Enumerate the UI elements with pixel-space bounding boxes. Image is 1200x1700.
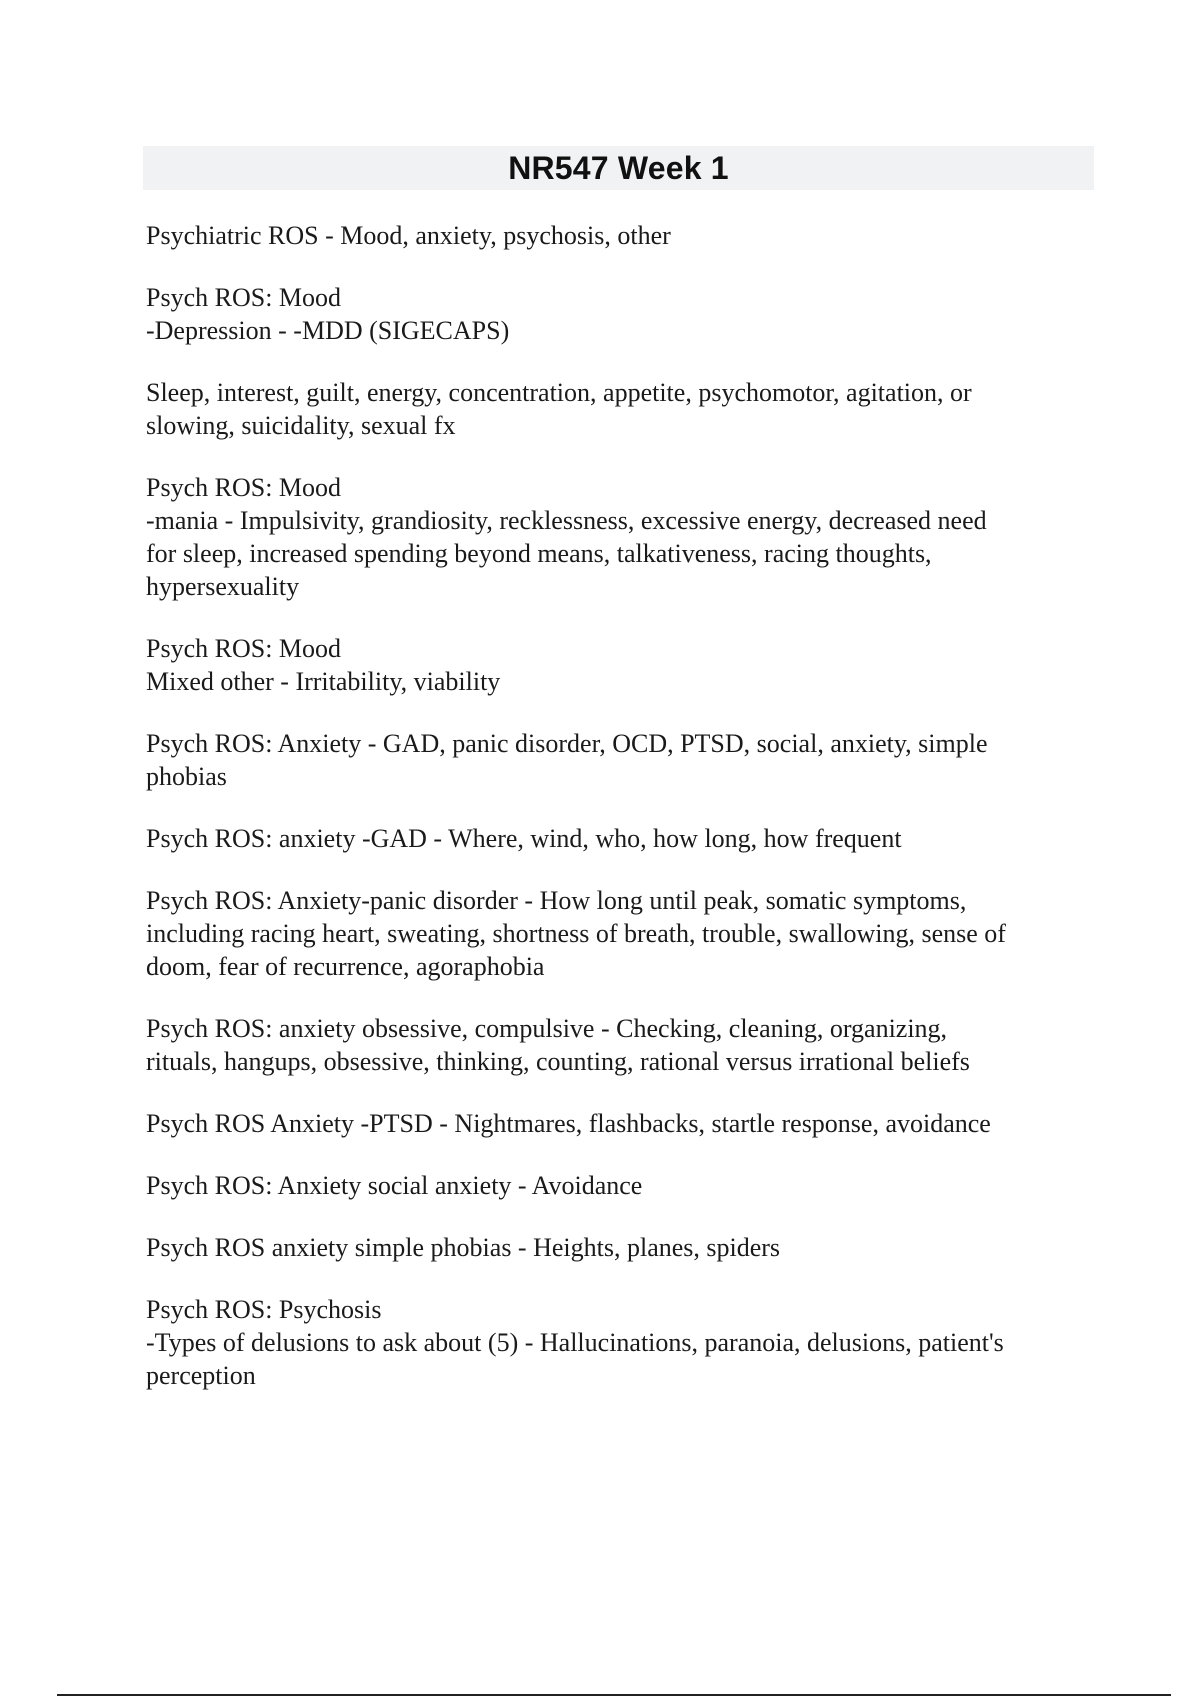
text-line: Psych ROS: Psychosis xyxy=(146,1295,382,1324)
text-line: phobias xyxy=(146,762,227,791)
text-line: Psychiatric ROS - Mood, anxiety, psychosis, other xyxy=(146,221,671,250)
text-line: Mixed other - Irritability, viability xyxy=(146,667,501,696)
paragraph-anxiety-ptsd xyxy=(146,1107,1096,1140)
text-line: Psych ROS: Mood xyxy=(146,634,342,663)
document-title: NR547 Week 1 xyxy=(508,149,729,186)
title-bar xyxy=(143,146,1094,190)
text-line: doom, fear of recurrence, agoraphobia xyxy=(146,952,545,981)
paragraph-anxiety-panic xyxy=(146,884,1096,983)
paragraph-mood-depression xyxy=(146,281,1096,347)
paragraph-anxiety-social xyxy=(146,1169,1096,1202)
text-line: rituals, hangups, obsessive, thinking, counting, rational versus irrational beliefs xyxy=(146,1047,970,1076)
text-line: Psych ROS: anxiety -GAD - Where, wind, who, how long, how frequent xyxy=(146,824,902,853)
document-body xyxy=(146,219,1096,1392)
text-line: -Depression - -MDD (SIGECAPS) xyxy=(146,316,510,345)
text-line: slowing, suicidality, sexual fx xyxy=(146,411,456,440)
text-line: hypersexuality xyxy=(146,572,300,601)
paragraph-anxiety-phobias xyxy=(146,1231,1096,1264)
paragraph-psychiatric-ros xyxy=(146,219,1096,252)
text-line: Psych ROS: Mood xyxy=(146,283,342,312)
footer-divider xyxy=(57,1694,1171,1696)
text-line: Psych ROS: Anxiety social anxiety - Avoidance xyxy=(146,1171,643,1200)
text-line: Psych ROS: anxiety obsessive, compulsive - Checking, cleaning, organizing, xyxy=(146,1014,948,1043)
paragraph-anxiety-ocd xyxy=(146,1012,1096,1078)
text-line: perception xyxy=(146,1361,256,1390)
paragraph-sigecaps xyxy=(146,376,1096,442)
text-line: Sleep, interest, guilt, energy, concentration, appetite, psychomotor, agitation, or xyxy=(146,378,972,407)
text-line: Psych ROS Anxiety -PTSD - Nightmares, flashbacks, startle response, avoidance xyxy=(146,1109,991,1138)
paragraph-anxiety-overview xyxy=(146,727,1096,793)
paragraph-mood-mixed xyxy=(146,632,1096,698)
text-line: including racing heart, sweating, shortness of breath, trouble, swallowing, sense of xyxy=(146,919,1006,948)
text-line: Psych ROS anxiety simple phobias - Heights, planes, spiders xyxy=(146,1233,781,1262)
text-line: for sleep, increased spending beyond means, talkativeness, racing thoughts, xyxy=(146,539,932,568)
paragraph-psychosis xyxy=(146,1293,1096,1392)
text-line: Psych ROS: Anxiety - GAD, panic disorder, OCD, PTSD, social, anxiety, simple xyxy=(146,729,988,758)
text-line: Psych ROS: Anxiety-panic disorder - How long until peak, somatic symptoms, xyxy=(146,886,967,915)
text-line: -mania - Impulsivity, grandiosity, recklessness, excessive energy, decreased need xyxy=(146,506,987,535)
paragraph-mood-mania xyxy=(146,471,1096,603)
text-line: -Types of delusions to ask about (5) - Hallucinations, paranoia, delusions, patient's xyxy=(146,1328,1004,1357)
text-line: Psych ROS: Mood xyxy=(146,473,342,502)
paragraph-anxiety-gad xyxy=(146,822,1096,855)
